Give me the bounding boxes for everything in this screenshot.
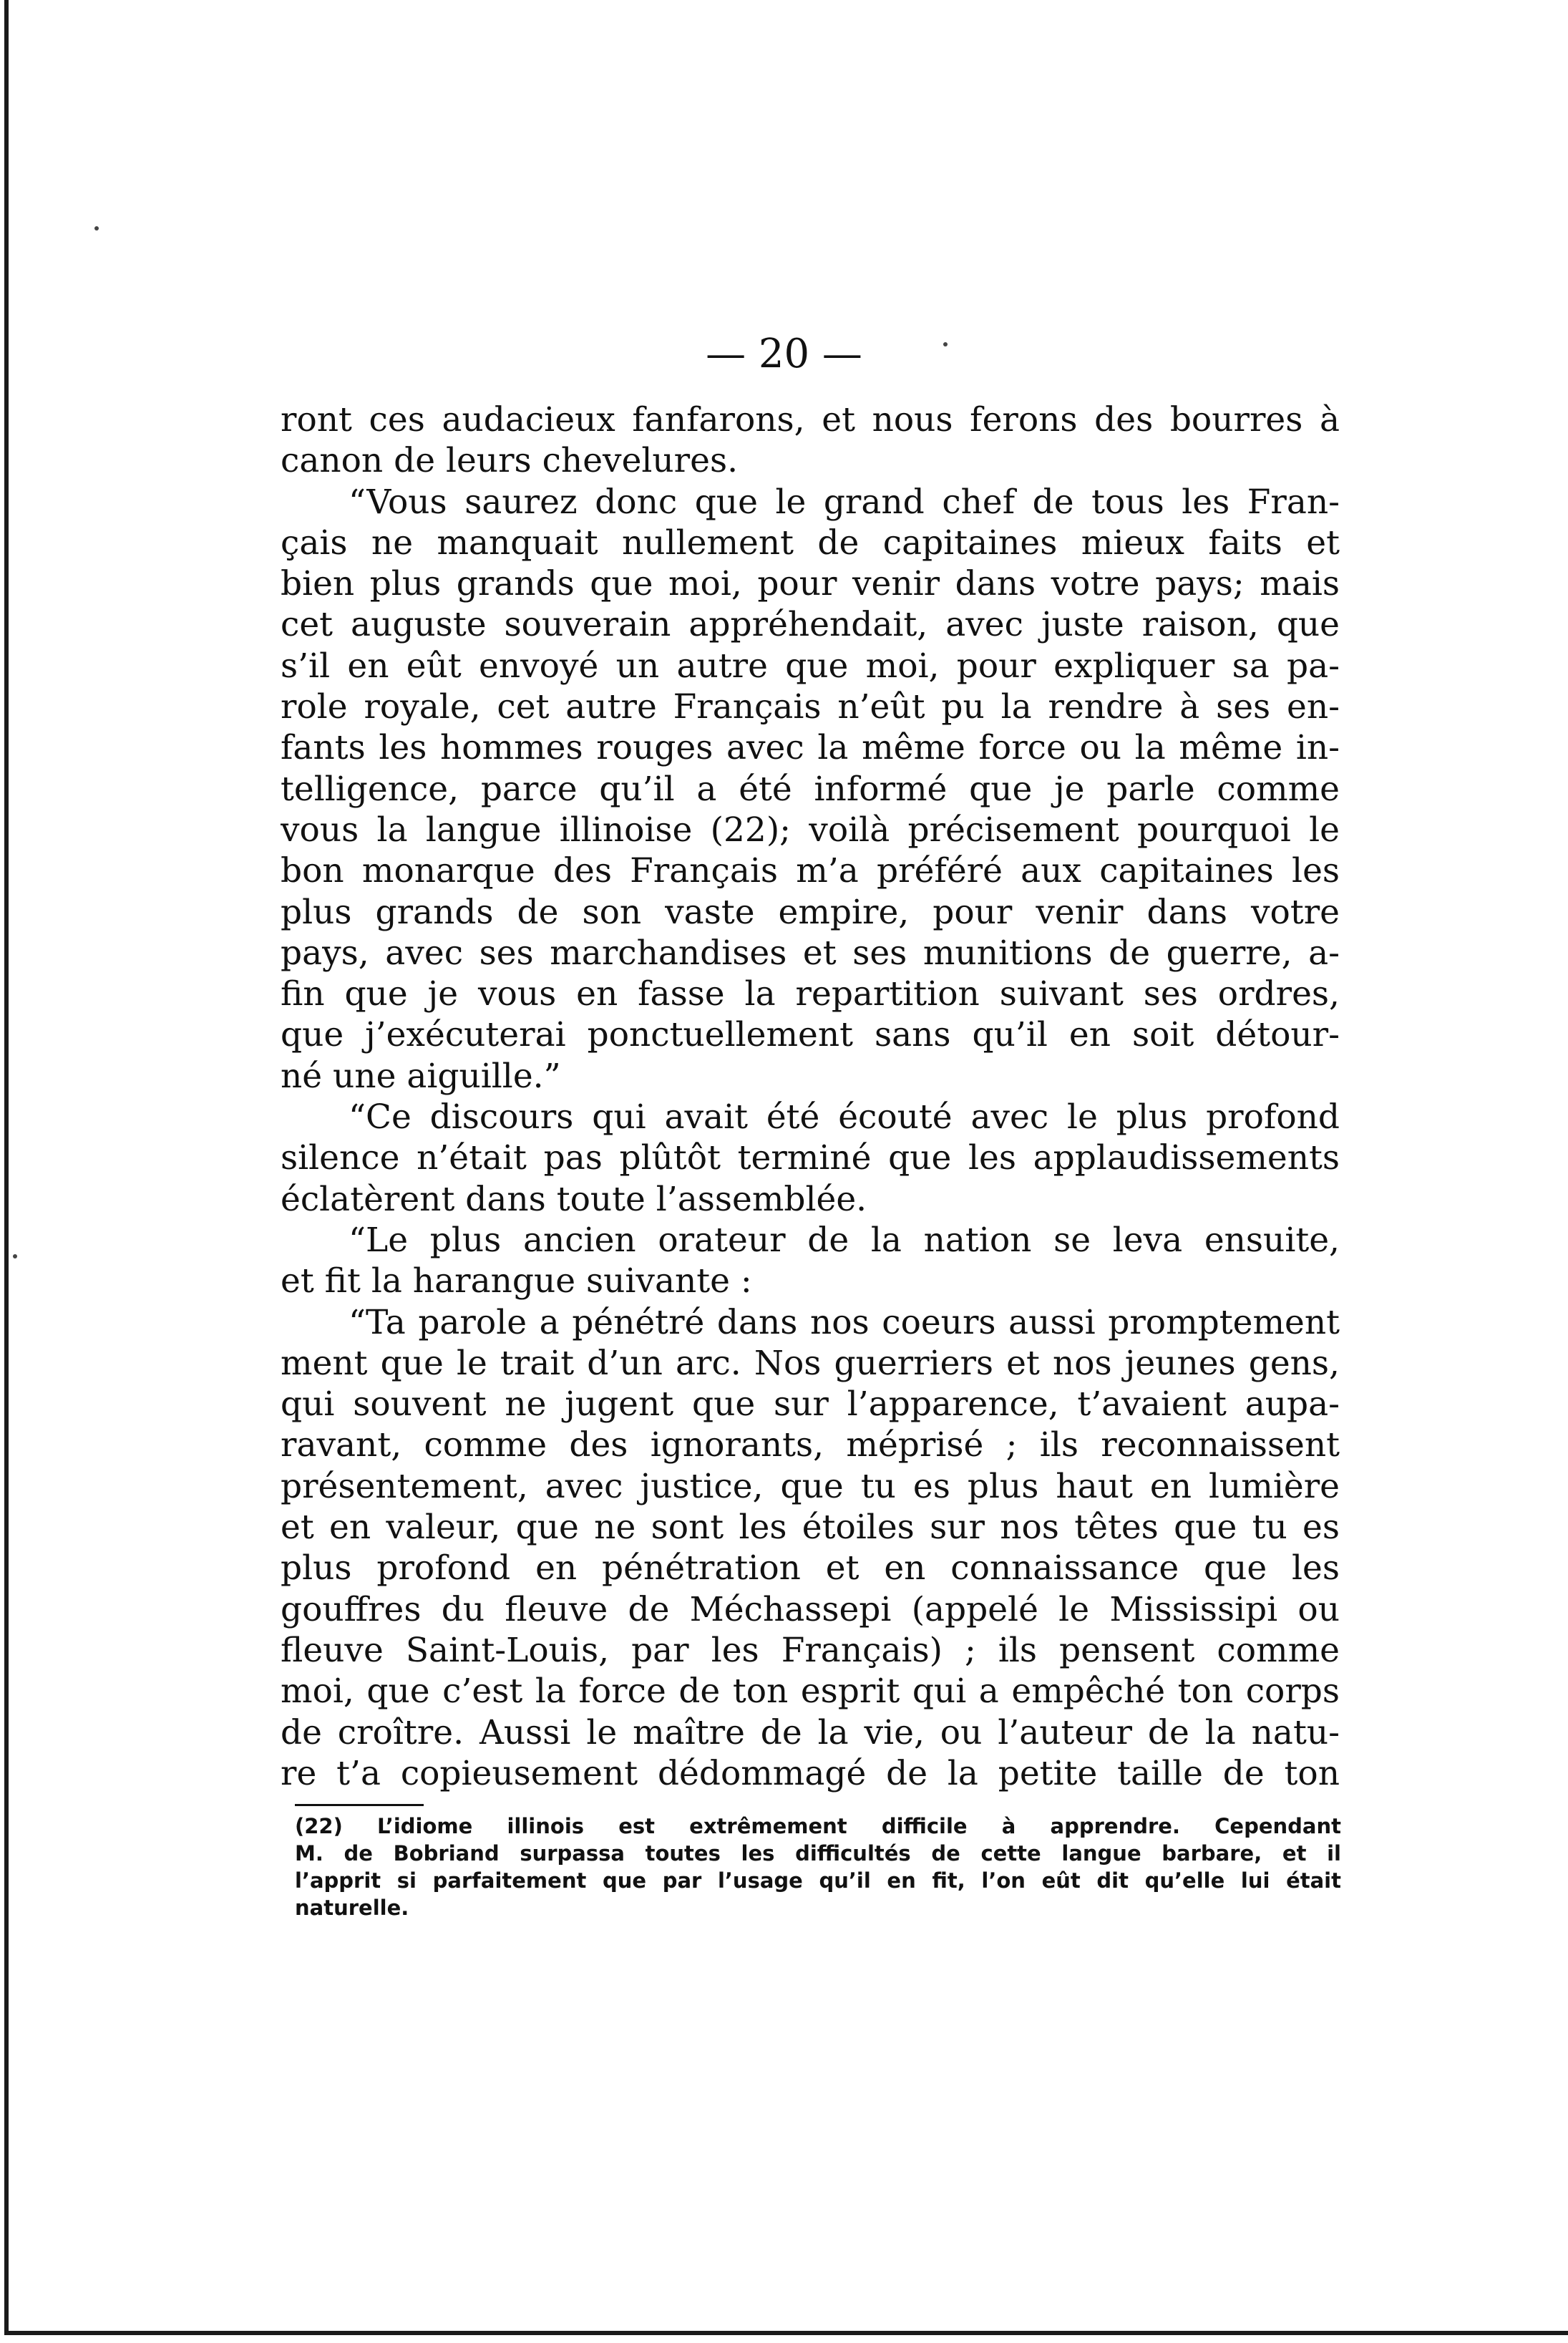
text-line: çais ne manquait nullement de capitaines mieux faits et: [281, 523, 1340, 563]
text-line: fleuve Saint-Louis, par les Français) ; ils pensent comme: [281, 1630, 1340, 1670]
text-line: pays, avec ses marchandises et ses munitions de guerre, a-: [281, 933, 1340, 973]
text-line: silence n’était pas plûtôt terminé que les applaudissements: [281, 1138, 1340, 1178]
text-line: “Ce discours qui avait été écouté avec le plus profond: [349, 1097, 1340, 1137]
footnote-line: (22) L’idiome illinois est extrêmement difficile à apprendre. Cependant: [295, 1814, 1341, 1838]
text-line: gouffres du fleuve de Méchassepi (appelé le Mississipi ou: [281, 1589, 1340, 1629]
text-line: moi, que c’est la force de ton esprit qui a empêché ton corps: [281, 1672, 1340, 1712]
text-line: telligence, parce qu’il a été informé que je parle comme: [281, 769, 1340, 809]
text-line: “Vous saurez donc que le grand chef de tous les Fran-: [349, 482, 1340, 522]
text-line: fants les hommes rouges avec la même force ou la même in-: [281, 728, 1340, 768]
scan-border-bottom: [4, 2331, 1568, 2335]
text-line: présentement, avec justice, que tu es plus haut en lumière: [281, 1466, 1340, 1506]
footnote-separator: [295, 1804, 424, 1806]
text-line: qui souvent ne jugent que sur l’apparence, t’avaient aupa-: [281, 1384, 1340, 1425]
scan-speck: [94, 226, 99, 231]
text-line: et fit la harangue suivante :: [281, 1261, 752, 1301]
text-line: vous la langue illinoise (22); voilà précisement pourquoi le: [281, 810, 1340, 850]
text-line: re t’a copieusement dédommagé de la petite taille de ton: [281, 1753, 1340, 1793]
text-line: s’il en eût envoyé un autre que moi, pour expliquer sa pa-: [281, 646, 1340, 686]
footnote-line: M. de Bobriand surpassa toutes les difficultés de cette langue barbare, et il: [295, 1841, 1341, 1866]
text-line: “Le plus ancien orateur de la nation se leva ensuite,: [349, 1220, 1340, 1260]
text-line: plus grands de son vaste empire, pour venir dans votre: [281, 892, 1340, 932]
text-line: plus profond en pénétration et en connaissance que les: [281, 1548, 1340, 1588]
text-line: ront ces audacieux fanfarons, et nous ferons des bourres à: [281, 400, 1340, 440]
footnote-line: naturelle.: [295, 1896, 409, 1920]
footnote: [295, 1813, 1341, 1921]
text-line: de croître. Aussi le maître de la vie, ou l’auteur de la natu-: [281, 1712, 1340, 1752]
text-line: né une aiguille.”: [281, 1056, 561, 1096]
text-line: “Ta parole a pénétré dans nos coeurs aussi promptement: [349, 1302, 1340, 1342]
text-line: canon de leurs chevelures.: [281, 441, 739, 481]
text-line: cet auguste souverain appréhendait, avec juste raison, que: [281, 605, 1340, 645]
text-line: et en valeur, que ne sont les étoiles sur nos têtes que tu es: [281, 1508, 1340, 1548]
text-line: que j’exécuterai ponctuellement sans qu’il en soit détour-: [281, 1015, 1340, 1055]
footnote-line: l’apprit si parfaitement que par l’usage qu’il en fit, l’on eût dit qu’elle lui était: [295, 1868, 1341, 1893]
page-number: — 20 —: [706, 331, 862, 377]
text-line: bon monarque des Français m’a préféré aux capitaines les: [281, 851, 1340, 891]
text-line: éclatèrent dans toute l’assemblée.: [281, 1179, 867, 1219]
text-line: fin que je vous en fasse la repartition suivant ses ordres,: [281, 974, 1340, 1014]
text-line: bien plus grands que moi, pour venir dans votre pays; mais: [281, 564, 1340, 604]
text-line: ravant, comme des ignorants, méprisé ; ils reconnaissent: [281, 1425, 1340, 1465]
body-text: [281, 399, 1340, 1794]
text-line: ment que le trait d’un arc. Nos guerriers et nos jeunes gens,: [281, 1343, 1340, 1383]
text-line: role royale, cet autre Français n’eût pu la rendre à ses en-: [281, 687, 1340, 727]
scan-speck: [13, 1254, 17, 1258]
